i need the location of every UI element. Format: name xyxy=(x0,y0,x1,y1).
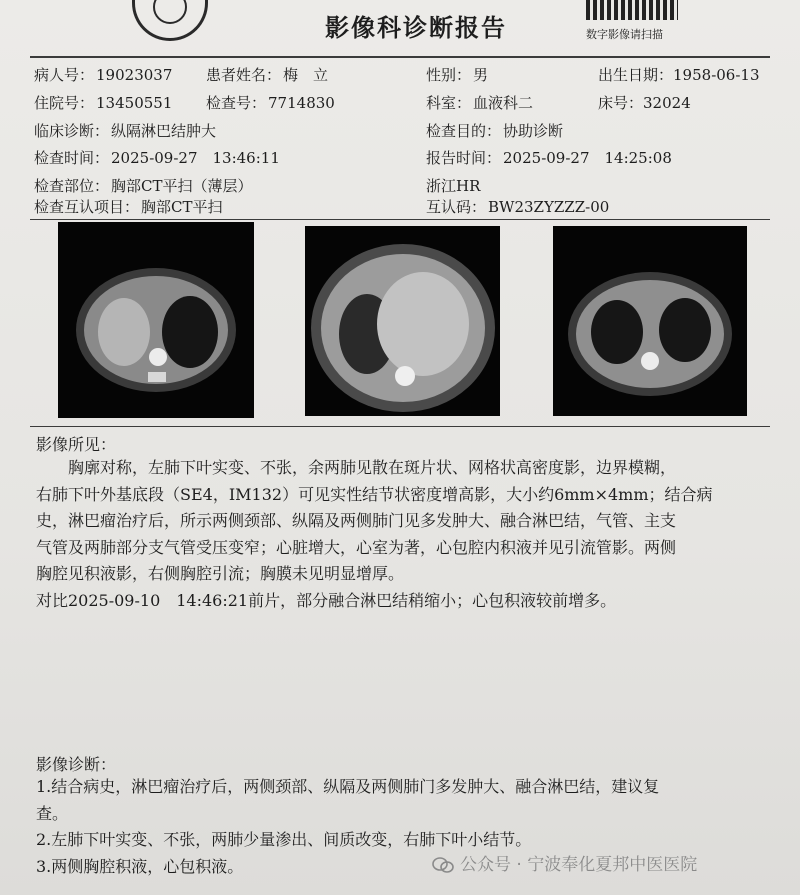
hospital-logo xyxy=(132,0,208,41)
patient-sex: 性别： 男 xyxy=(426,66,489,84)
findings-line: 对比2025-09-10 14:46:21前片，部分融合淋巴结稍缩小；心包积液较前增多。 xyxy=(36,590,617,610)
patient-dob: 出生日期：1958-06-13 xyxy=(598,66,760,84)
findings-line: 史，淋巴瘤治疗后，所示两侧颈部、纵隔及两侧肺门见多发肿大、融合淋巴结，气管、主支 xyxy=(36,511,677,530)
header-divider xyxy=(30,56,770,58)
mutual-recognition-code: 互认码： BW23ZYZZZ-00 xyxy=(426,198,610,216)
diagnosis-line: 3.两侧胸腔积液，心包积液。 xyxy=(36,856,244,876)
info-divider xyxy=(30,219,770,220)
qr-caption: 数字影像请扫描 xyxy=(586,28,663,41)
findings-text xyxy=(36,455,776,614)
report-time: 报告时间： 2025-09-27 14:25:08 xyxy=(426,149,672,167)
patient-name: 患者姓名： 梅 立 xyxy=(206,66,329,84)
diagnosis-line: 查。 xyxy=(36,803,69,823)
exam-part: 检查部位： 胸部CT平扫（薄层） xyxy=(34,177,253,195)
findings-line: 胸腔见积液影，右侧胸腔引流；胸膜未见明显增厚。 xyxy=(36,564,405,583)
department: 科室： 血液科二 xyxy=(426,94,534,112)
patient-id: 病人号： 19023037 xyxy=(34,66,173,84)
diagnosis-line: 1.结合病史，淋巴瘤治疗后，两侧颈部、纵隔及两侧肺门多发肿大、融合淋巴结，建议复 xyxy=(36,777,660,796)
exam-no: 检查号： 7714830 xyxy=(206,94,335,112)
diagnosis-title: 影像诊断： xyxy=(36,755,117,774)
ct-image-1[interactable] xyxy=(58,222,254,418)
wechat-icon xyxy=(432,857,454,873)
ct-image-3[interactable] xyxy=(553,226,747,416)
qr-code[interactable] xyxy=(586,0,678,20)
bed-no: 床号：32024 xyxy=(598,94,691,112)
clinical-diagnosis: 临床诊断： 纵隔淋巴结肿大 xyxy=(34,122,217,140)
exam-time: 检查时间： 2025-09-27 13:46:11 xyxy=(34,149,280,167)
report-title: 影像科诊断报告 xyxy=(325,13,507,42)
findings-line: 气管及两肺部分支气管受压变窄；心脏增大，心室为著，心包腔内积液并见引流管影。两侧 xyxy=(36,537,677,557)
hr-mark: 浙江HR xyxy=(426,177,481,195)
exam-purpose: 检查目的： 协助诊断 xyxy=(426,122,564,140)
findings-line: 胸廓对称，左肺下叶实变、不张，余两肺见散在斑片状、网格状高密度影，边界模糊， xyxy=(36,458,677,477)
image-divider xyxy=(30,426,770,427)
findings-line: 右肺下叶外基底段（SE4，IM132）可见实性结节状密度增高影，大小约6mm×4mm；结合病 xyxy=(36,484,713,504)
diagnosis-line: 2.左肺下叶实变、不张，两肺少量渗出、间质改变，右肺下叶小结节。 xyxy=(36,830,532,849)
inpatient-no: 住院号： 13450551 xyxy=(34,94,173,112)
wechat-watermark: 公众号 · 宁波奉化夏邦中医医院 xyxy=(432,850,697,875)
findings-title: 影像所见： xyxy=(36,435,117,454)
ct-image-2[interactable] xyxy=(305,226,500,416)
mutual-recognition-item: 检查互认项目： 胸部CT平扫 xyxy=(34,198,223,216)
